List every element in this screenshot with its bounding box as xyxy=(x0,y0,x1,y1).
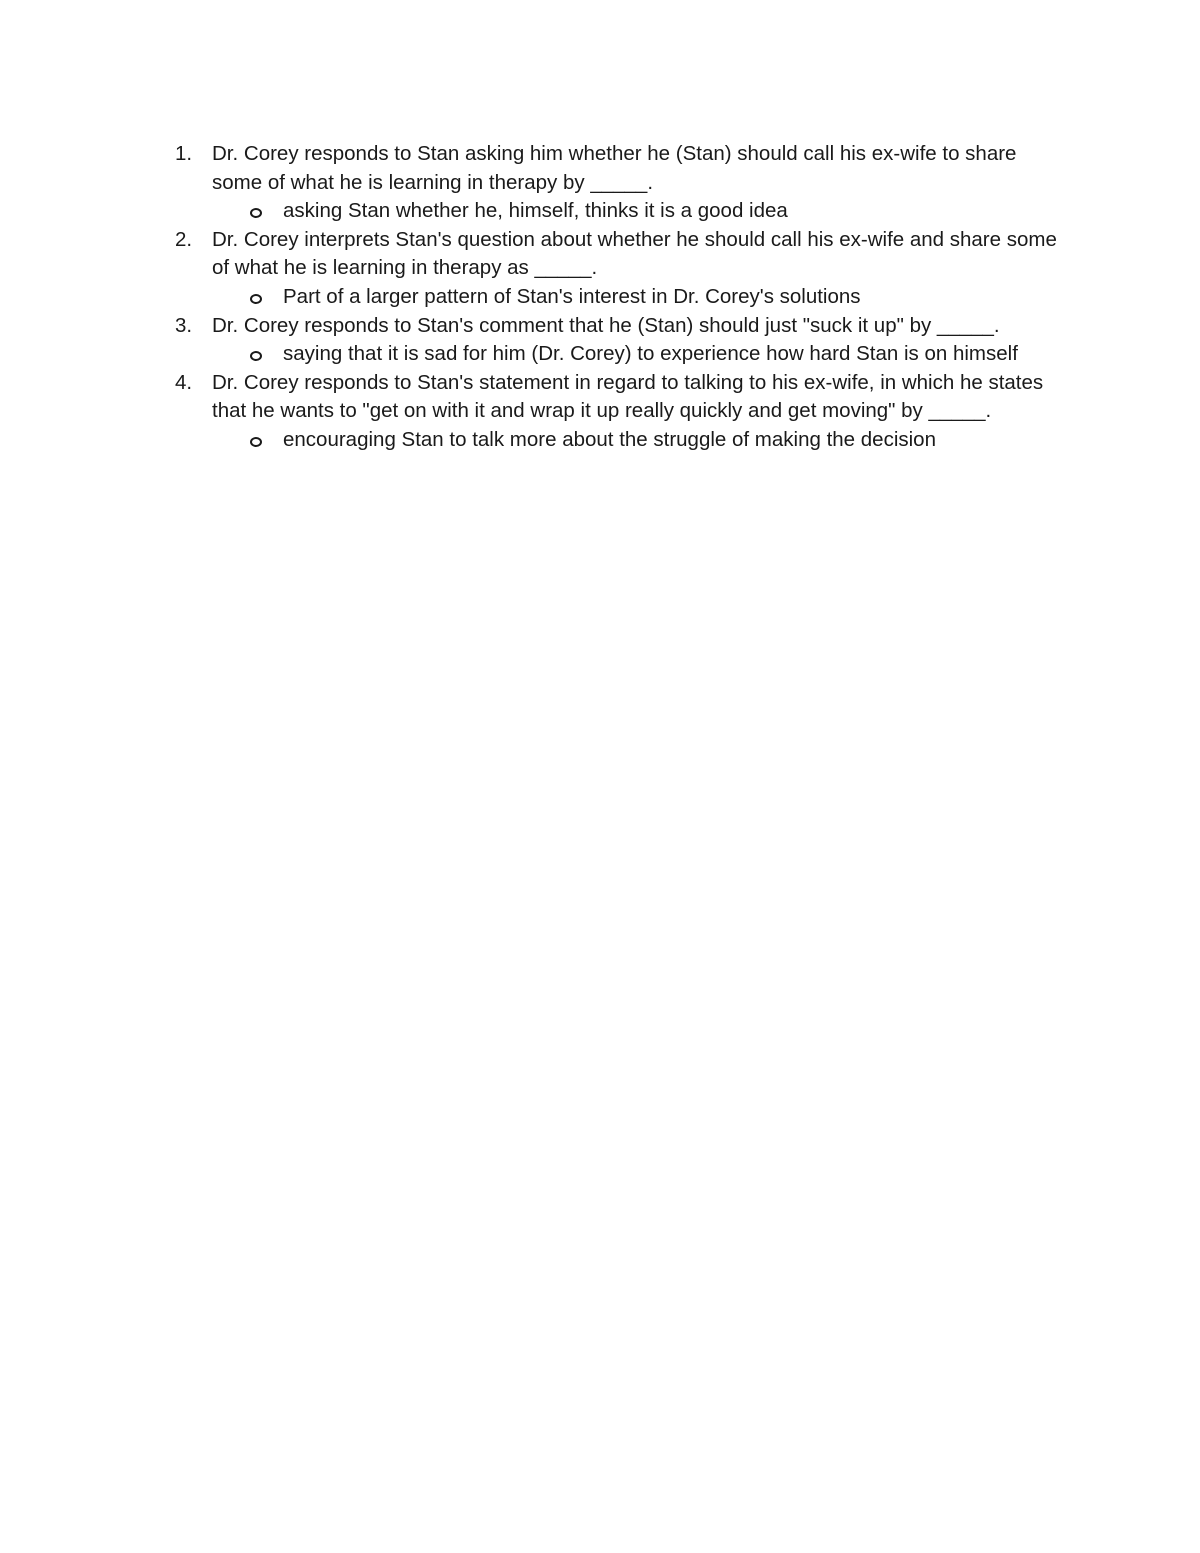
question-text: Dr. Corey responds to Stan's statement in regard to talking to his ex-wife, in which he states that he wants to "get on with it and wrap it up really quickly and get moving" by _____. xyxy=(212,370,1044,423)
question-number: 4. xyxy=(175,370,193,394)
answer-text: encouraging Stan to talk more about the struggle of making the decision xyxy=(283,427,936,451)
question-list xyxy=(172,140,1072,455)
answer-list xyxy=(212,197,1072,226)
answer-item xyxy=(212,283,1072,312)
answer-text: Part of a larger pattern of Stan's interest in Dr. Corey's solutions xyxy=(283,284,861,308)
question-number: 2. xyxy=(175,227,193,251)
answer-text: saying that it is sad for him (Dr. Corey) to experience how hard Stan is on himself xyxy=(283,342,1018,366)
hollow-circle-bullet-icon xyxy=(250,437,262,447)
answer-list xyxy=(212,426,1072,455)
question-text: Dr. Corey responds to Stan's comment that he (Stan) should just "suck it up" by _____. xyxy=(212,313,1000,337)
answer-item xyxy=(212,197,1072,226)
question-item xyxy=(172,312,1072,369)
question-item xyxy=(172,226,1072,312)
answer-list xyxy=(212,283,1072,312)
question-item xyxy=(172,369,1072,455)
answer-item xyxy=(212,340,1072,369)
question-number: 1. xyxy=(175,142,193,165)
answer-list xyxy=(212,340,1072,369)
question-text: Dr. Corey interprets Stan's question about whether he should call his ex-wife and share some of what he is learning in therapy as _____. xyxy=(212,227,1057,280)
hollow-circle-bullet-icon xyxy=(250,351,262,361)
hollow-circle-bullet-icon xyxy=(250,208,262,218)
question-number: 3. xyxy=(175,313,193,337)
question-item xyxy=(172,140,1072,226)
hollow-circle-bullet-icon xyxy=(250,294,262,304)
answer-item xyxy=(212,426,1072,455)
question-text: Dr. Corey responds to Stan asking him whether he (Stan) should call his ex-wife to share some of what he is learning in therapy by _____. xyxy=(212,142,1017,194)
answer-text: asking Stan whether he, himself, thinks it is a good idea xyxy=(283,199,788,223)
